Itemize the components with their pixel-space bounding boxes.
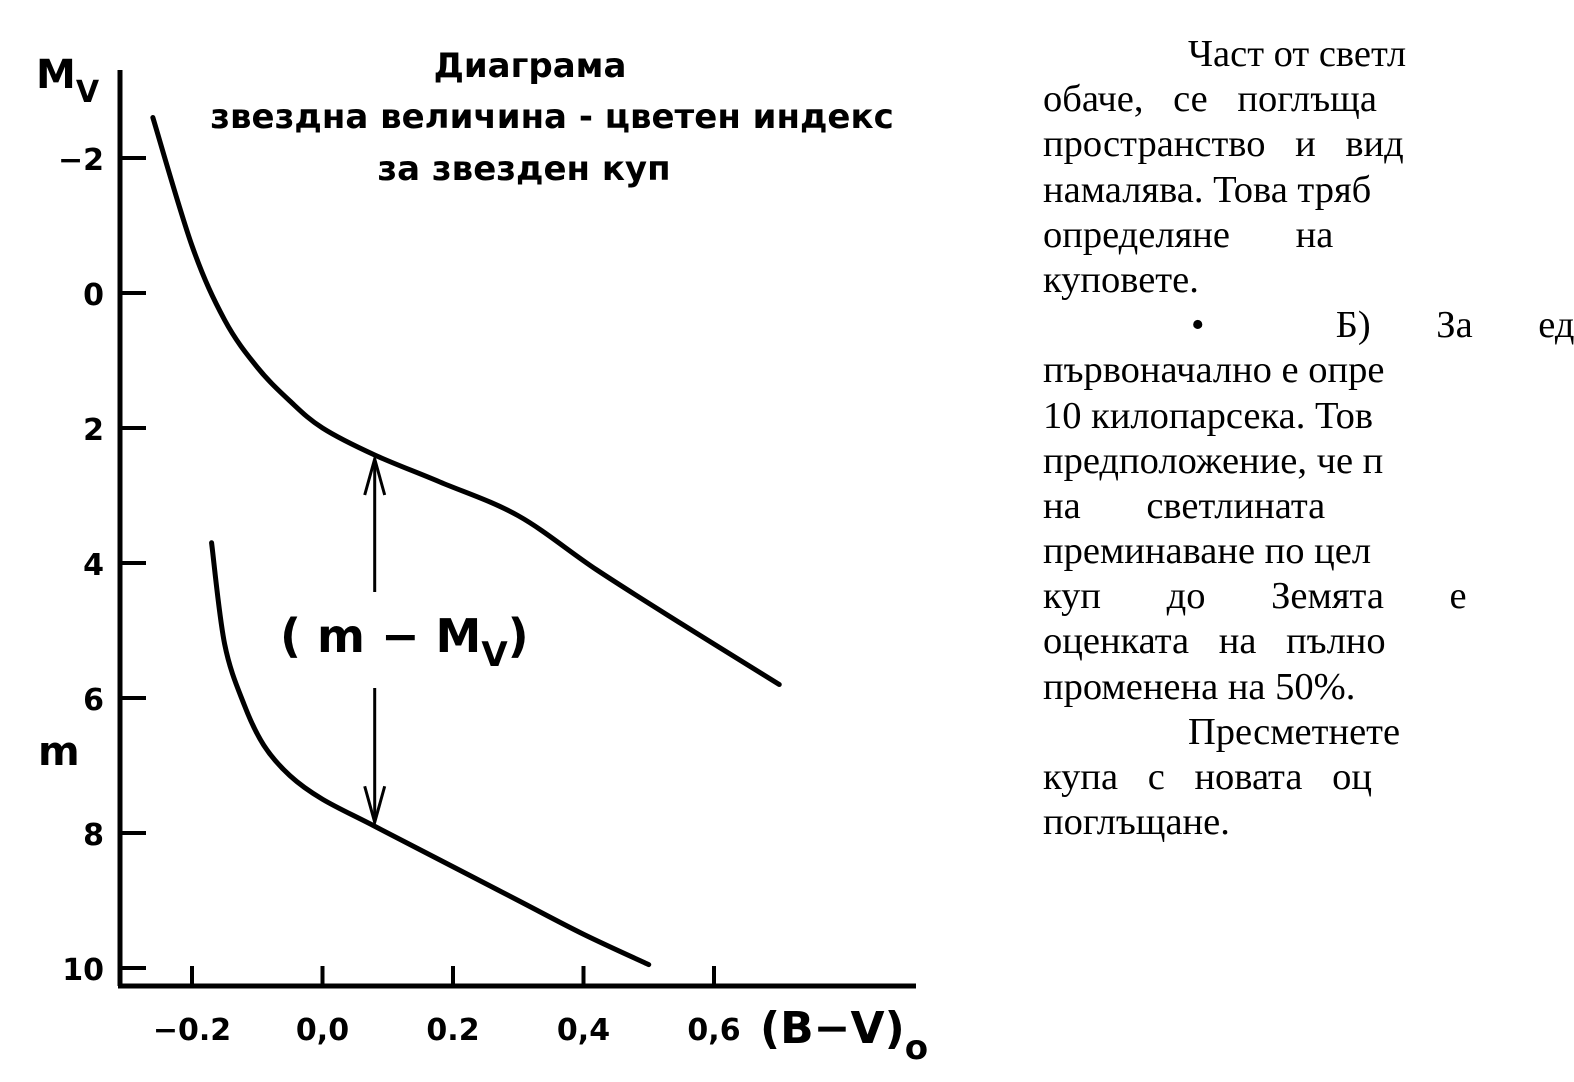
- y-tick-label: 10: [62, 953, 104, 988]
- chart-title-line-2: звездна величина - цветен индекс: [210, 97, 894, 137]
- text-line: предположение, че п: [1043, 439, 1384, 482]
- x-tick-label: 0.2: [426, 1013, 480, 1048]
- y-tick-label: 4: [83, 548, 104, 583]
- chart-title-line-3: за звезден куп: [377, 149, 671, 189]
- text-line: намалява. Това тряб: [1043, 168, 1372, 211]
- text-line: обаче, се поглъща: [1043, 78, 1377, 121]
- y-axis-label-top: $M_V$: [36, 52, 100, 110]
- y-axis-label-bottom: m: [38, 729, 80, 775]
- absolute-magnitude-curve: [153, 118, 779, 685]
- y-tick-label: 6: [83, 683, 104, 718]
- text-line: променена на 50%.: [1043, 665, 1356, 708]
- distance-modulus-annotation: [280, 459, 529, 822]
- y-tick-label: −2: [57, 143, 104, 178]
- text-line: куп до Земята е: [1043, 575, 1467, 618]
- x-tick-label: −0.2: [152, 1013, 232, 1048]
- chart-title-line-1: Диаграма: [433, 46, 627, 86]
- annotation-label: ( $m - M_V$): [280, 609, 529, 675]
- text-line: пространство и вид: [1043, 123, 1404, 166]
- text-line: оценката на пълно: [1043, 620, 1386, 663]
- text-line: поглъщане.: [1043, 801, 1230, 844]
- text-line: 10 килопарсека. Тов: [1043, 394, 1373, 437]
- x-tick-label: 0,6: [687, 1013, 741, 1048]
- x-tick-label: 0,4: [556, 1013, 611, 1048]
- text-line: куповете.: [1043, 258, 1199, 301]
- text-line: първоначално е опре: [1043, 349, 1385, 392]
- y-tick-label: 0: [83, 278, 104, 313]
- apparent-magnitude-curve: [212, 543, 649, 965]
- x-axis-label: $(B-V)_o$: [760, 1003, 929, 1068]
- bullet-line: [1043, 303, 1574, 348]
- text-line: определяне на: [1043, 213, 1334, 256]
- x-tick-label: 0,0: [295, 1013, 350, 1048]
- text-line: Пресметнете: [1188, 710, 1401, 753]
- curve-group: [153, 118, 779, 965]
- text-line: купа с новата оц: [1043, 756, 1372, 798]
- y-tick-label: 8: [83, 818, 104, 853]
- text-column: [1043, 32, 1574, 845]
- y-tick-label: 2: [83, 413, 104, 448]
- text-line: на светлината: [1043, 484, 1326, 527]
- text-line: преминаване по цел: [1043, 530, 1372, 573]
- bullet-icon: •: [1191, 304, 1205, 347]
- text-line: Б) За ед: [1335, 304, 1574, 347]
- text-line: Част от светл: [1188, 33, 1407, 75]
